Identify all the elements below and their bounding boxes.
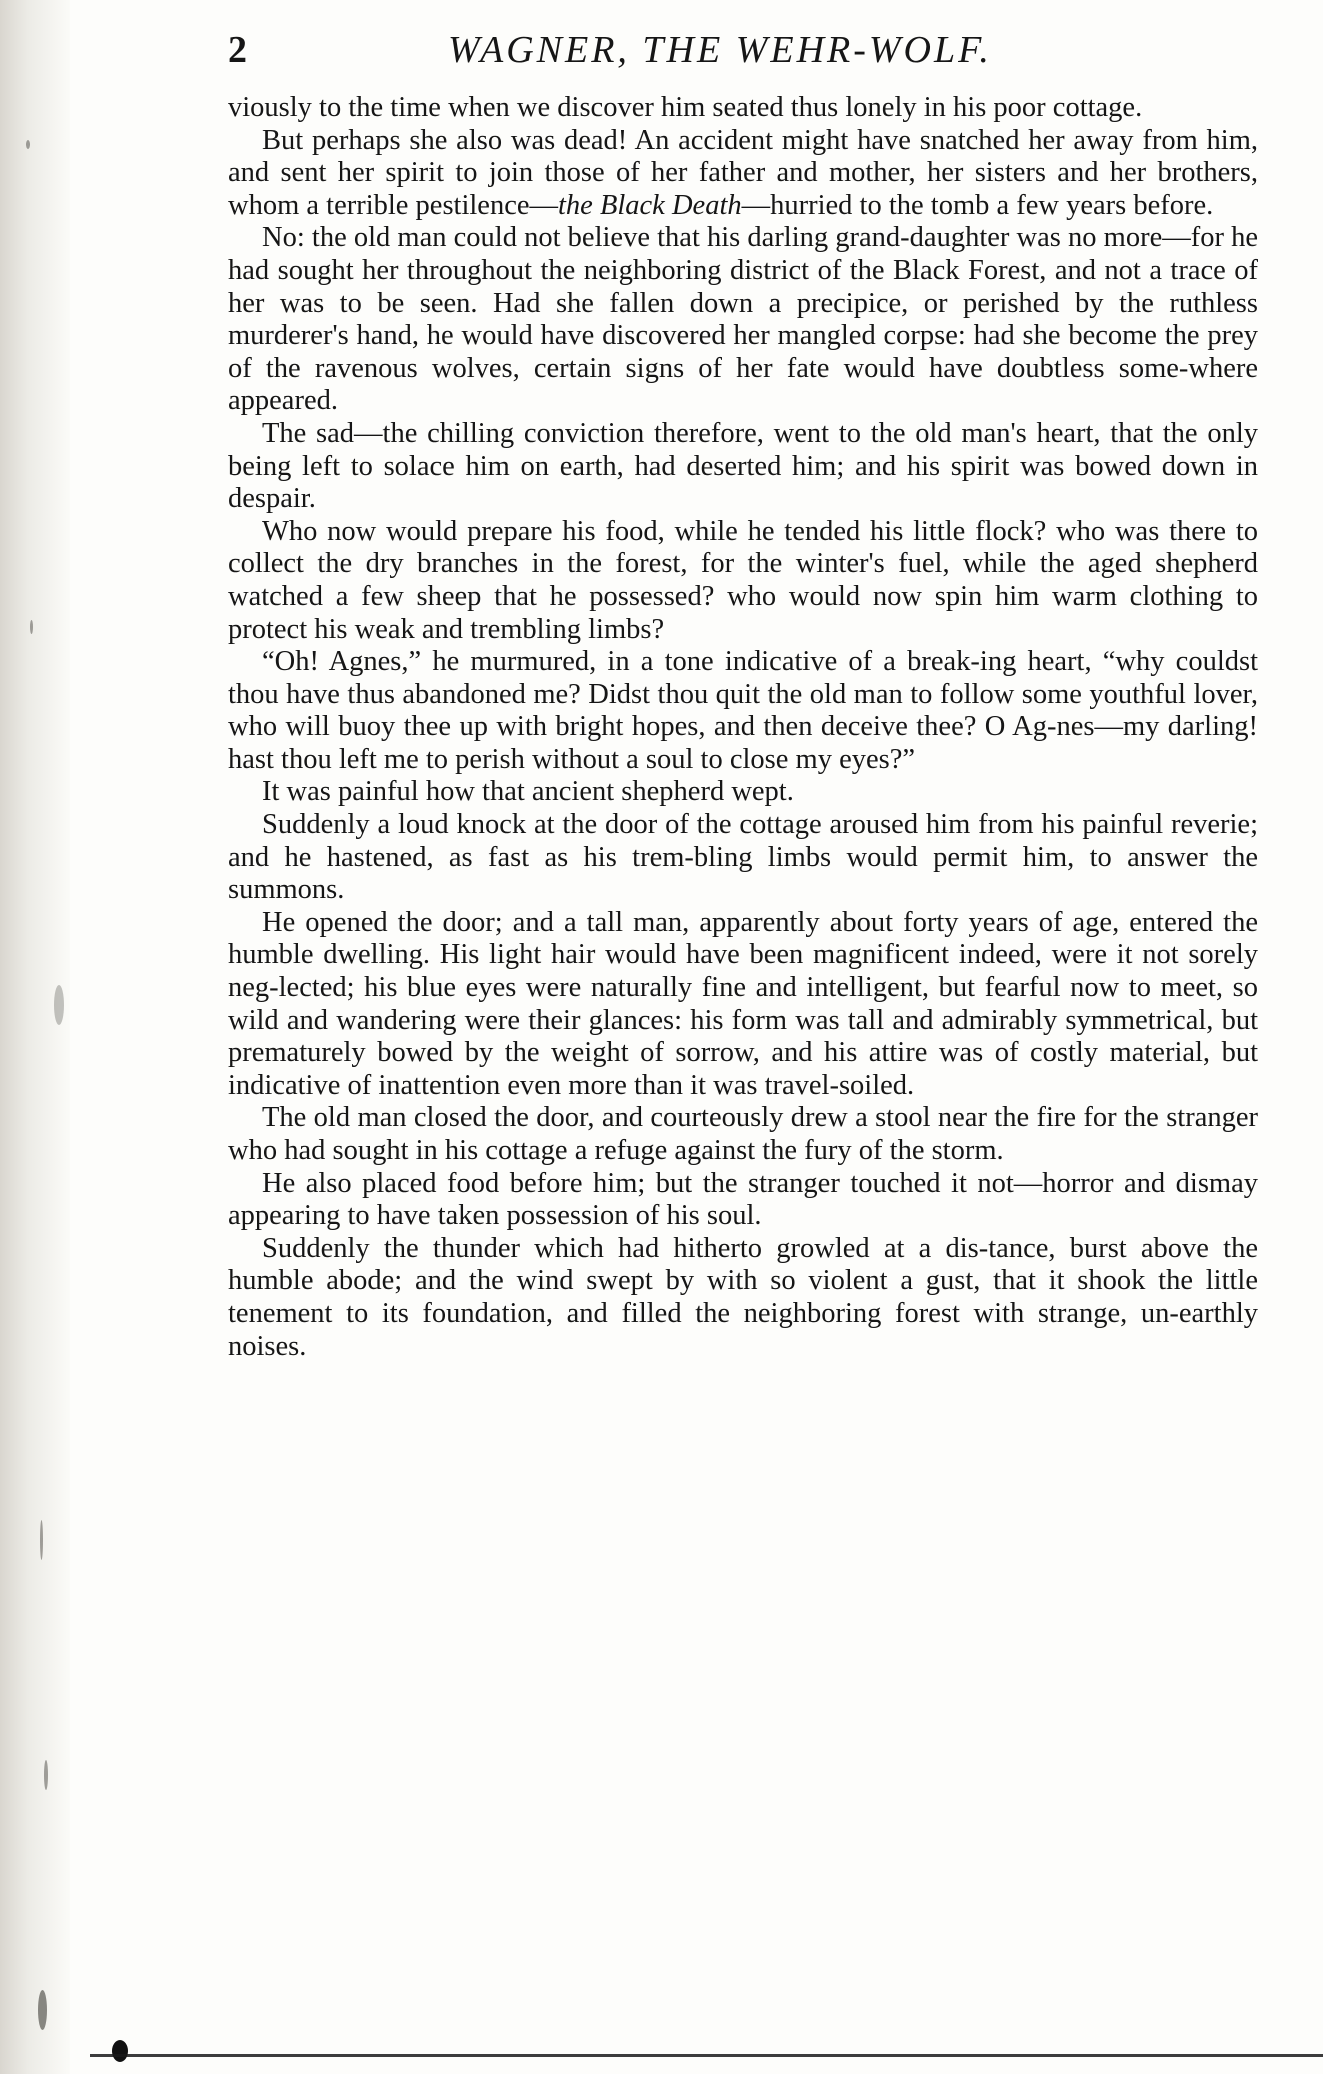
paragraph: Who now would prepare his food, while he tended his little flock? who was there to collect the dry branches in the forest, for the winter's fuel, while the aged shepherd watched a few sheep that he possessed? who would now spin him warm clothing to protect his weak and trembling limbs? xyxy=(228,515,1258,645)
ink-speck xyxy=(44,1760,48,1790)
page-gutter xyxy=(0,0,70,2074)
page-number: 2 xyxy=(228,29,248,71)
paragraph: Suddenly a loud knock at the door of the cottage aroused him from his painful reverie; and he hastened, as fast as his trem-bling limbs would permit him, to answer the summons. xyxy=(228,809,1258,906)
italic-phrase: the Black Death xyxy=(558,189,742,221)
ink-speck xyxy=(30,620,33,634)
paragraph-text: —hurried to the tomb a few years before. xyxy=(741,189,1214,221)
ink-speck xyxy=(26,140,30,149)
paragraph: It was painful how that ancient shepherd wept. xyxy=(262,776,794,808)
paragraph: No: the old man could not believe that his darling grand-daughter was no more—for he had sought her throughout the neighboring district of the Black Forest, and not a trace of her was to be seen. Had she fallen down a precipice, or perished by the ruthless murderer's hand, he would have discovered her mangled corpse: had she become the prey of the ravenous wolves, certain signs of her fate would have doubtless some-where appeared. xyxy=(228,222,1258,417)
paragraph xyxy=(228,125,1258,223)
running-title: WAGNER, THE WEHR-WOLF. xyxy=(448,29,992,71)
paragraph: “Oh! Agnes,” he murmured, in a tone indicative of a break-ing heart, “why couldst thou have thus abandoned me? Didst thou quit the old man to follow some youthful lover, who will buoy thee up with bright hopes, and then deceive thee? O Ag-nes—my darling! hast thou left me to perish without a soul to close my eyes?” xyxy=(228,646,1258,775)
paragraph: The sad—the chilling conviction therefore, went to the old man's heart, that the only being left to solace him on earth, had deserted him; and his spirit was bowed down in despair. xyxy=(228,417,1258,515)
paragraph: The old man closed the door, and courteously drew a stool near the fire for the stranger who had sought in his cottage a refuge against the fury of the storm. xyxy=(228,1102,1258,1166)
paragraph: He opened the door; and a tall man, apparently about forty years of age, entered the humble dwelling. His light hair would have been magnificent indeed, were it not sorely neg-lected; his blue eyes were naturally fine and intelligent, but fearful now to meet, so wild and wandering were their glances: his form was tall and admirably symmetrical, but prematurely bowed by the weight of sorrow, and his attire was of costly material, but indicative of inattention even more than it was travel-soiled. xyxy=(228,906,1258,1101)
page-bottom-edge xyxy=(90,2054,1323,2057)
body-text xyxy=(228,92,1258,1363)
ink-speck xyxy=(54,985,64,1025)
paragraph: viously to the time when we discover him seated thus lonely in his poor cottage. xyxy=(228,92,1143,123)
ink-speck xyxy=(38,1990,47,2030)
ink-blot xyxy=(112,2040,128,2062)
paragraph-text: But perhaps she also was dead! An accident might have snatched her away from him, and sent her spirit to join those of her father and mother, her sisters and her brothers, whom a terrible pestilence— xyxy=(228,124,1258,221)
paragraph: Suddenly the thunder which had hitherto growled at a dis-tance, burst above the humble abode; and the wind swept by with so violent a gust, that it shook the little tenement to its foundation, and filled the neighboring forest with strange, un-earthly noises. xyxy=(228,1232,1258,1362)
paragraph: He also placed food before him; but the stranger touched it not—horror and dismay appearing to have taken possession of his soul. xyxy=(228,1167,1258,1232)
page-header xyxy=(228,18,1258,78)
ink-speck xyxy=(40,1520,43,1560)
